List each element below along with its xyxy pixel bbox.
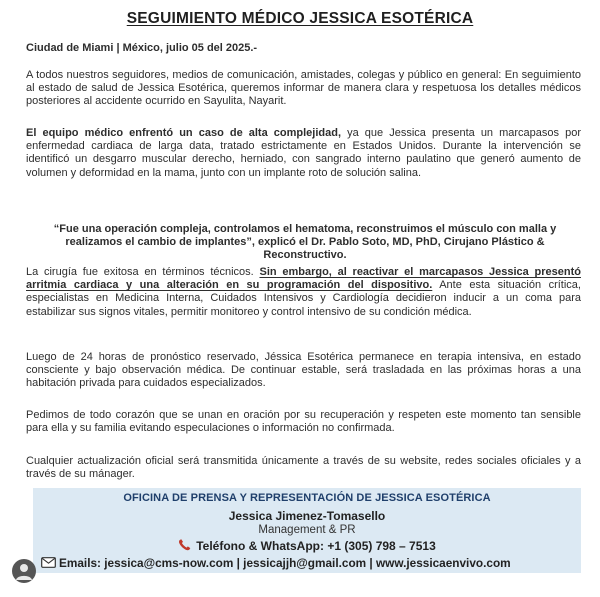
- paragraph-medical-case: [26, 127, 581, 180]
- mail-icon: [41, 557, 56, 568]
- user-avatar-icon[interactable]: [12, 559, 36, 583]
- phone-contact: [33, 539, 581, 553]
- document-title: [0, 10, 600, 28]
- doctor-quote: “Fue una operación compleja, controlamos el hematoma, reconstruimos el músculo con malla y realizamos el cambio de implantes”, explicó el Dr. Pablo Soto, MD, PhD, Cirujano Plástico & Reconstructivo.: [53, 223, 557, 262]
- avatar-silhouette: [12, 559, 36, 583]
- paragraph-medical-case-body: ya que Jessica presenta un marcapasos por enfermedad cardiaca de larga data, tratado estrictamente en Estados Unidos. Durante la intervención se identificó un desgarro muscular derecho, herniado, con sangrado interno paulatino que generó aumento de volumen y deformidad en la mama, junto con un implante roto de solución salina.: [26, 127, 581, 179]
- phone-icon: [178, 539, 192, 551]
- paragraph-surgery-outcome: [26, 266, 581, 319]
- email-contacts: [41, 556, 581, 570]
- paragraph-greeting: A todos nuestros seguidores, medios de comunicación, amistades, colegas y público en general: En seguimiento al estado de salud de Jessica Esotérica, queremos informar de manera clara y respetuosa los detalles médicos posteriores al accidente ocurrido en Sayulita, Nayarit.: [26, 69, 581, 108]
- paragraph-surgery-outcome-start: La cirugía fue exitosa en términos técnicos.: [26, 266, 260, 278]
- paragraph-current-status: Luego de 24 horas de pronóstico reservado, Jéssica Esotérica permanece en terapia intensiva, en estado consciente y bajo observación médica. De continuar estable, será trasladada en las próximas horas a una habitación privada para cuidados especializados.: [26, 351, 581, 390]
- paragraph-request: Pedimos de todo corazón que se unan en oración por su recuperación y respeten este momento tan sensible para ella y su familia evitando especulaciones o información no confirmada.: [26, 409, 581, 435]
- press-office-heading: OFICINA DE PRENSA Y REPRESENTACIÓN DE JESSICA ESOTÉRICA: [123, 492, 491, 504]
- paragraph-official-updates: Cualquier actualización oficial será transmitida únicamente a través de su website, redes sociales oficiales y a través de su mánager.: [26, 455, 581, 481]
- representative-role: Management & PR: [258, 524, 356, 536]
- dateline: Ciudad de Miami | México, julio 05 del 2025.-: [26, 42, 258, 54]
- highlighted-arrhythmia-note: Sin embargo, al reactivar el marcapasos Jessica presentó arritmia cardiaca y una alteración en su programación del dispositivo.: [26, 266, 581, 292]
- paragraph-medical-case-lead: El equipo médico enfrentó un caso de alta complejidad,: [26, 127, 342, 139]
- phone-text: Teléfono & WhatsApp: +1 (305) 798 – 7513: [196, 539, 436, 553]
- representative-name: Jessica Jimenez-Tomasello: [228, 509, 386, 523]
- press-office-footer: [33, 488, 581, 573]
- emails-text[interactable]: Emails: jessica@cms-now.com | jessicajjh@gmail.com | www.jessicaenvivo.com: [59, 556, 511, 570]
- document-title-text: SEGUIMIENTO MÉDICO JESSICA ESOTÉRICA: [126, 10, 474, 27]
- paragraph-surgery-outcome-end: Ante esta situación crítica, especialistas en Medicina Interna, Cuidados Intensivos y Cardiología decidieron inducir a un coma para estabilizar sus signos vitales, permitir monitoreo y control intensivo de su condición médica.: [26, 279, 581, 318]
